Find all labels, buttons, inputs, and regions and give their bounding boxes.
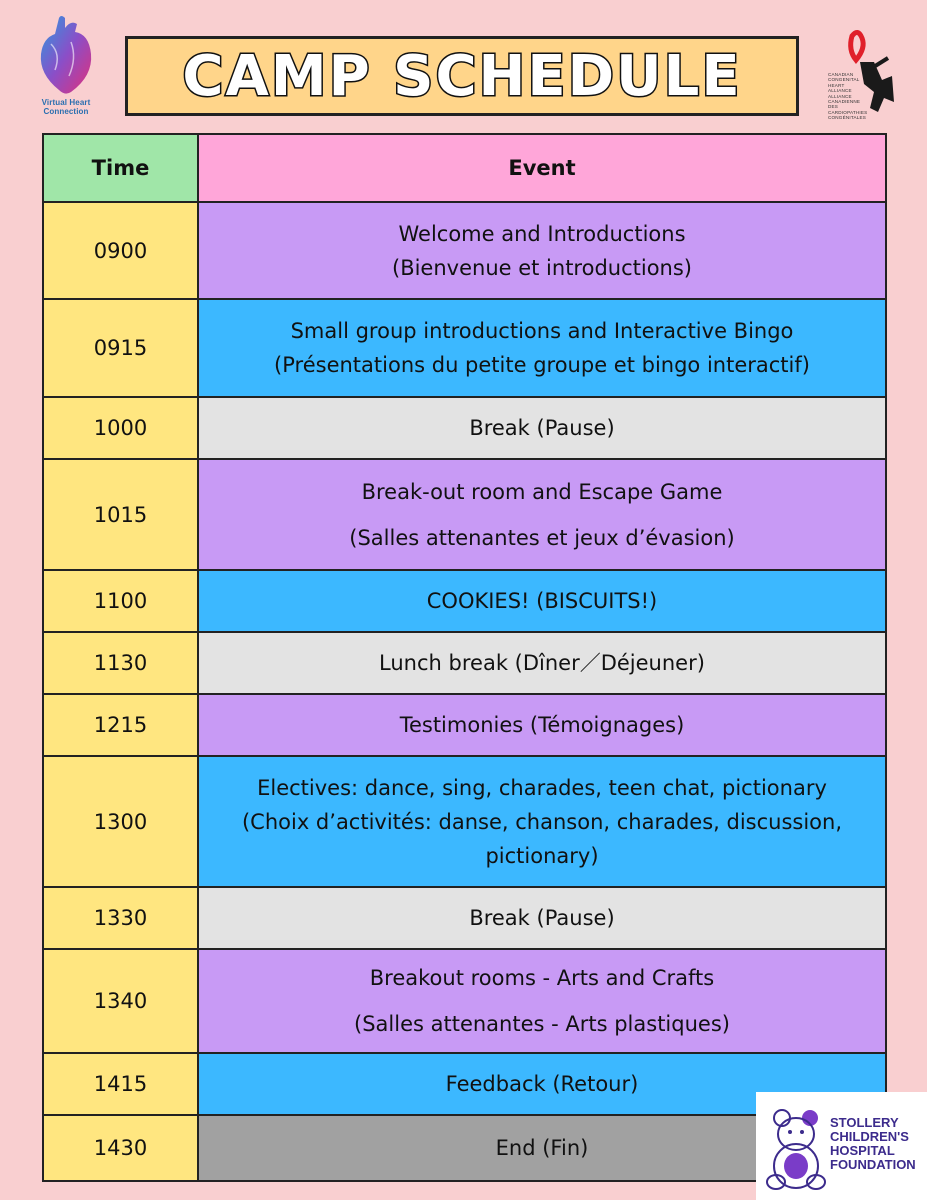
event-line: Electives: dance, sing, charades, teen chat, pictionary <box>257 775 827 800</box>
event-cell <box>198 887 886 949</box>
time-cell: 1015 <box>43 459 198 570</box>
event-line: Break (Pause) <box>469 416 615 440</box>
schedule-table <box>42 133 887 1182</box>
time-cell: 1130 <box>43 632 198 694</box>
event-line: Breakout rooms - Arts and Crafts <box>369 966 715 990</box>
time-cell: 1430 <box>43 1115 198 1181</box>
congenital-heart-alliance-logo <box>822 28 912 128</box>
event-line: (Salles attenantes et jeux d’évasion) <box>349 525 735 550</box>
event-line: Feedback (Retour) <box>445 1072 639 1096</box>
table-row <box>43 887 886 949</box>
event-line: (Salles attenantes - Arts plastiques) <box>354 1012 730 1036</box>
event-line: (Présentations du petite groupe et bingo interactif) <box>274 353 810 377</box>
event-line: Small group introductions and Interactive Bingo <box>290 319 794 343</box>
time-cell: 0900 <box>43 202 198 299</box>
event-cell <box>198 397 886 459</box>
event-line: Break-out room and Escape Game <box>361 479 723 504</box>
stollery-foundation-logo <box>756 1092 927 1200</box>
event-line: Lunch break (Dîner／Déjeuner) <box>379 651 705 675</box>
event-cell <box>198 570 886 632</box>
table-row <box>43 694 886 756</box>
table-row <box>43 202 886 299</box>
time-cell: 1415 <box>43 1053 198 1115</box>
title-banner <box>125 36 799 116</box>
table-row <box>43 397 886 459</box>
event-cell <box>198 756 886 887</box>
time-cell: 1100 <box>43 570 198 632</box>
event-cell <box>198 632 886 694</box>
time-cell: 0915 <box>43 299 198 397</box>
table-row <box>43 756 886 887</box>
event-column-header: Event <box>198 134 886 202</box>
time-cell: 1215 <box>43 694 198 756</box>
table-row <box>43 632 886 694</box>
time-cell: 1000 <box>43 397 198 459</box>
event-line: (Bienvenue et introductions) <box>392 255 692 280</box>
time-cell: 1340 <box>43 949 198 1053</box>
heart-logo-icon <box>31 14 101 96</box>
event-line: pictionary) <box>485 843 599 868</box>
time-cell: 1330 <box>43 887 198 949</box>
time-column-header: Time <box>43 134 198 202</box>
event-cell <box>198 949 886 1053</box>
event-line: End (Fin) <box>495 1136 589 1160</box>
event-cell <box>198 202 886 299</box>
table-row <box>43 459 886 570</box>
stollery-logo-text: STOLLERY CHILDREN'S HOSPITAL FOUNDATION <box>830 1115 916 1172</box>
event-cell <box>198 459 886 570</box>
logo-caption: Virtual Heart Connection <box>41 98 91 116</box>
virtual-heart-connection-logo <box>18 14 114 118</box>
event-cell <box>198 694 886 756</box>
event-line: COOKIES! (BISCUITS!) <box>426 589 658 613</box>
table-row <box>43 570 886 632</box>
teddy-bear-logo-icon <box>760 1100 832 1196</box>
event-line: Break (Pause) <box>469 906 615 930</box>
event-line: Welcome and Introductions <box>398 221 686 246</box>
event-cell <box>198 299 886 397</box>
table-header-row <box>43 134 886 202</box>
table-row <box>43 949 886 1053</box>
event-line: Testimonies (Témoignages) <box>399 713 685 737</box>
page-title: CAMP SCHEDULE <box>182 43 742 109</box>
table-row <box>43 299 886 397</box>
time-cell: 1300 <box>43 756 198 887</box>
alliance-logo-text: CANADIAN CONGENITAL HEART ALLIANCE ALLIANCE CANADIENNE DES CARDIOPATHIES CONGÉNITALES <box>828 72 868 121</box>
event-line: (Choix d’activités: danse, chanson, charades, discussion, <box>241 809 843 834</box>
